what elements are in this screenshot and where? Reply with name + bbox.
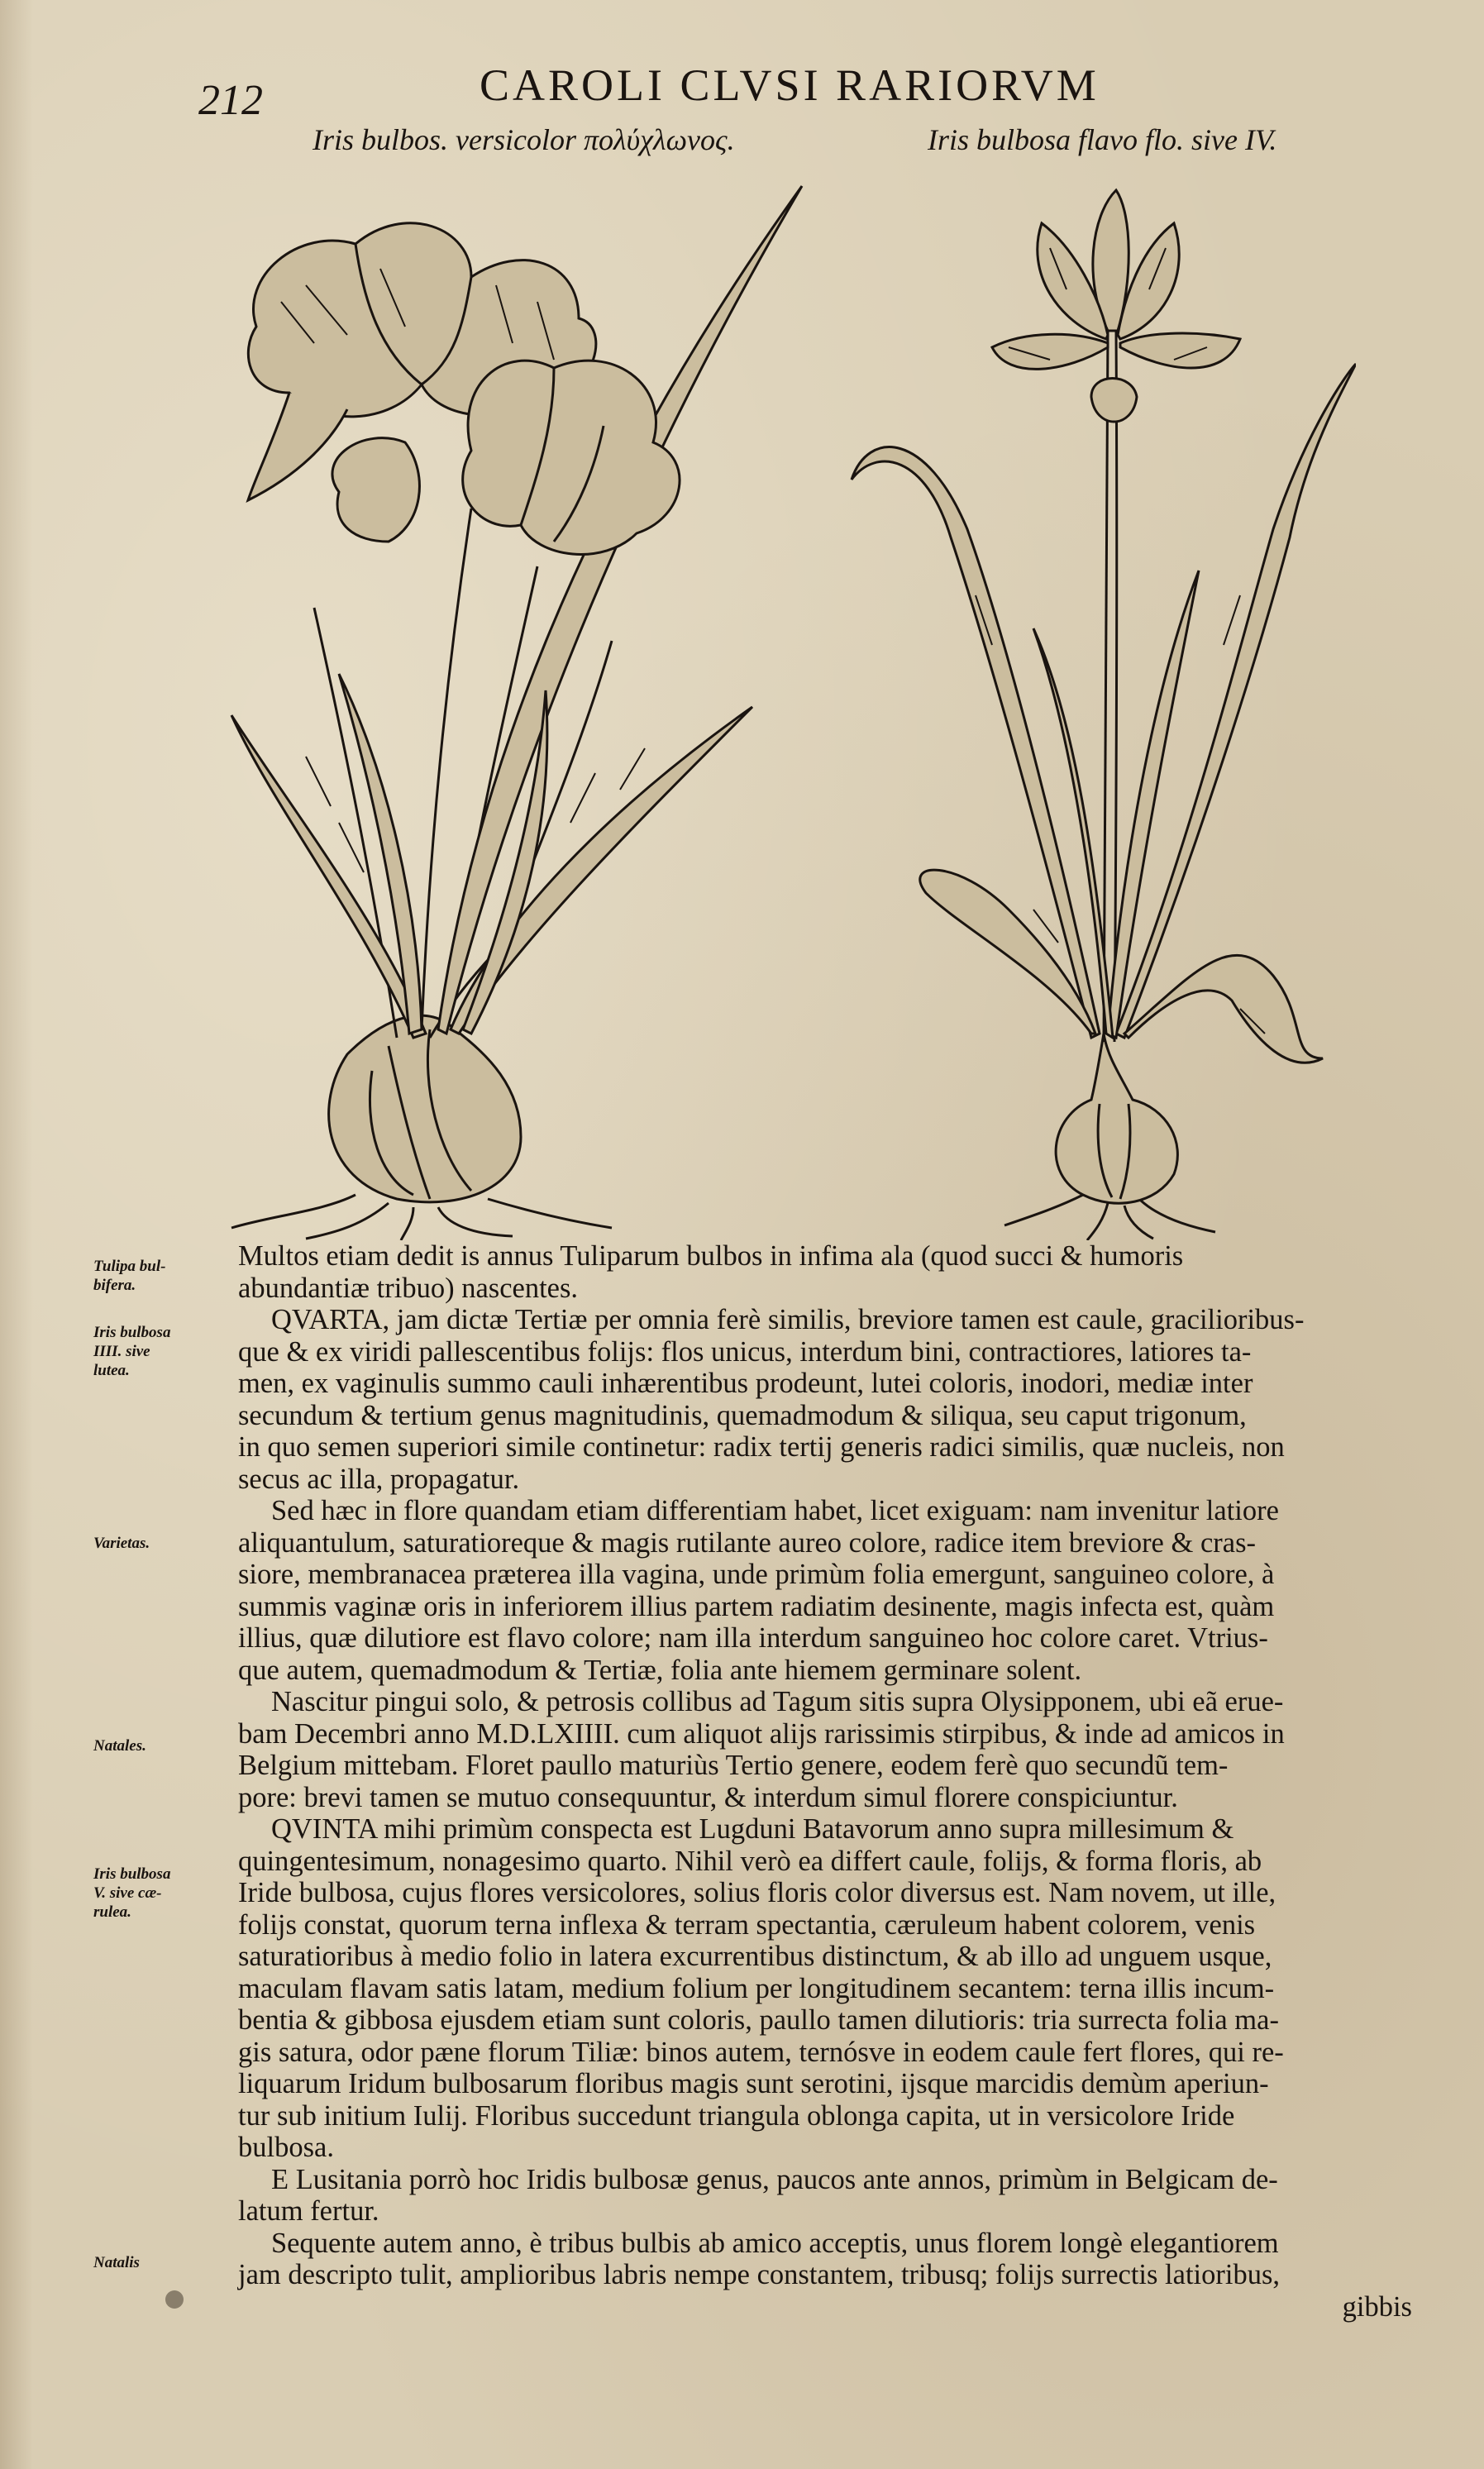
text-line: illius, quæ dilutiore est flavo colore; nam illa interdum sanguineo hoc colore caret. Vtrius- [238,1622,1268,1654]
marginal-line: bifera. [93,1277,136,1294]
running-head: CAROLI CLVSI RARIORVM [480,60,1100,110]
text-line: Iride bulbosa, cujus flores versicolores, solius floris color diversus est. Nam novem, ut ille, [238,1877,1276,1908]
text-line: abundantiæ tribuo) nascentes. [238,1272,579,1304]
marginal-line: Natalis [93,2254,140,2271]
marginal-line: Tulipa bul- [93,1258,166,1275]
figure-caption-left: Iris bulbos. versicolor πολύχλωνος. [313,123,735,156]
marginal-line: V. sive cæ- [93,1884,162,1902]
marginal-line: Iris bulbosa [93,1324,171,1341]
text-line: secus ac illa, propagatur. [238,1463,520,1495]
marginal-note-iris-quarta [93,1323,234,1380]
text-line: Sed hæc in flore quandam etiam differentiam habet, licet exiguam: nam invenitur latiore [271,1495,1279,1526]
text-line: liquarum Iridum bulbosarum floribus magis sunt serotini, ijsque marcidis demùm aperiun- [238,2068,1269,2099]
iris-versicolor-woodcut [223,178,818,1240]
text-line: secundum & tertium genus magnitudinis, quemadmodum & siliqua, seu caput trigonum, [238,1399,1247,1431]
marginal-line: lutea. [93,1362,130,1379]
text-line: E Lusitania porrò hoc Iridis bulbosæ genus, paucos ante annos, primùm in Belgicam de- [271,2163,1278,2195]
paragraph-varietas [238,1495,1429,1686]
text-line: Nascitur pingui solo, & petrosis collibus ad Tagum sitis supra Olysipponem, ubi eã erue- [271,1686,1284,1717]
text-line: in quo semen superiori simile continetur: radix tertij generis radici similis, quæ nucleis, non [238,1431,1285,1463]
text-line: gis satura, odor pæne florum Tiliæ: binos autem, ternósve in eodem caule fert flores, qui re- [238,2036,1284,2068]
iris-lutea-woodcut [843,182,1356,1240]
paragraph-sequente [238,2228,1429,2291]
marginal-line: rulea. [93,1903,131,1921]
text-line: bentia & gibbosa ejusdem etiam sunt coloris, paullo tamen dilutioris: tria surrecta folia ma- [238,2004,1279,2036]
paragraph-lusitania [238,2164,1429,2228]
catchword: gibbis [1342,2290,1412,2323]
text-line: summis vaginæ oris in inferiorem illius partem radiatim desinente, magis infecta est, quàm [238,1590,1275,1622]
text-line: jam descripto tulit, amplioribus labris nempe constantem, tribusq; folijs surrectis latioribus, [238,2259,1280,2290]
marginal-note-tulipa [93,1257,234,1295]
text-line: pore: brevi tamen se mutuo consequuntur, & interdum simul florere conspiciuntur. [238,1781,1178,1813]
text-line: folijs constat, quorum terna inflexa & terram spectantia, cæruleum habent colorem, venis [238,1908,1256,1941]
marginal-line: Iris bulbosa [93,1865,171,1883]
figure-caption-right: Iris bulbosa flavo flo. sive IV. [928,123,1277,156]
marginal-note-varietas [93,1534,234,1553]
marginal-note-natalis [93,2253,234,2272]
text-line: siore, membranacea præterea illa vagina, unde primùm folia emergunt, sanguineo colore, à [238,1559,1275,1590]
marginal-line: Varietas. [93,1535,150,1552]
marginal-line: Natales. [93,1737,146,1755]
paragraph-natales [238,1686,1429,1813]
text-line: bulbosa. [238,2132,334,2163]
marginal-line: IIII. sive [93,1343,150,1360]
text-line: QVINTA mihi primùm conspecta est Lugduni Batavorum anno supra millesimum & [271,1813,1234,1845]
text-line: quingentesimum, nonagesimo quarto. Nihil verò ea differt caule, folijs, & forma floris, ab [238,1845,1262,1877]
ink-smudge [165,2290,184,2309]
text-line: saturatioribus à medio folio in latera excurrentibus distinctum, & ab illo ad unguem usque, [238,1941,1272,1972]
body-text [238,1240,1429,2323]
text-line: Multos etiam dedit is annus Tuliparum bulbos in infima ala (quod succi & humoris [238,1240,1184,1272]
text-line: tur sub initium Iulij. Floribus succedunt triangula oblonga capita, ut in versicolore Iride [238,2099,1235,2132]
text-line: men, ex vaginulis summo cauli inhærentibus prodeunt, lutei coloris, inodori, mediæ inter [238,1368,1253,1399]
text-line: bam Decembri anno M.D.LXIIII. cum aliquot alijs rarissimis stirpibus, & inde ad amicos in [238,1717,1285,1750]
text-line: Sequente autem anno, è tribus bulbis ab amico acceptis, unus florem longè elegantiorem [271,2227,1279,2259]
text-line: QVARTA, jam dictæ Tertiæ per omnia ferè similis, breviore tamen est caule, gracilioribus- [271,1304,1305,1335]
paragraph-quinta [238,1813,1429,2164]
paragraph-quarta [238,1304,1429,1495]
marginal-note-iris-quinta [93,1865,234,1922]
text-line: que & ex viridi pallescentibus folijs: flos unicus, interdum bini, contractiores, latiores ta- [238,1335,1252,1368]
page-number: 212 [198,77,263,124]
text-line: Belgium mittebam. Floret paullo maturiùs Tertio genere, eodem ferè quo secundũ tem- [238,1750,1229,1781]
text-line: aliquantulum, saturatioreque & magis rutilante aureo colore, radice item breviore & cras- [238,1526,1256,1559]
text-line: que autem, quemadmodum & Tertiæ, folia ante hiemem germinare solent. [238,1654,1082,1686]
paragraph-tulipa [238,1240,1429,1304]
marginal-note-natales [93,1736,234,1755]
text-line: maculam flavam satis latam, medium folium per longitudinem secantem: terna illis incum- [238,1972,1275,2004]
text-line: latum fertur. [238,2195,379,2227]
